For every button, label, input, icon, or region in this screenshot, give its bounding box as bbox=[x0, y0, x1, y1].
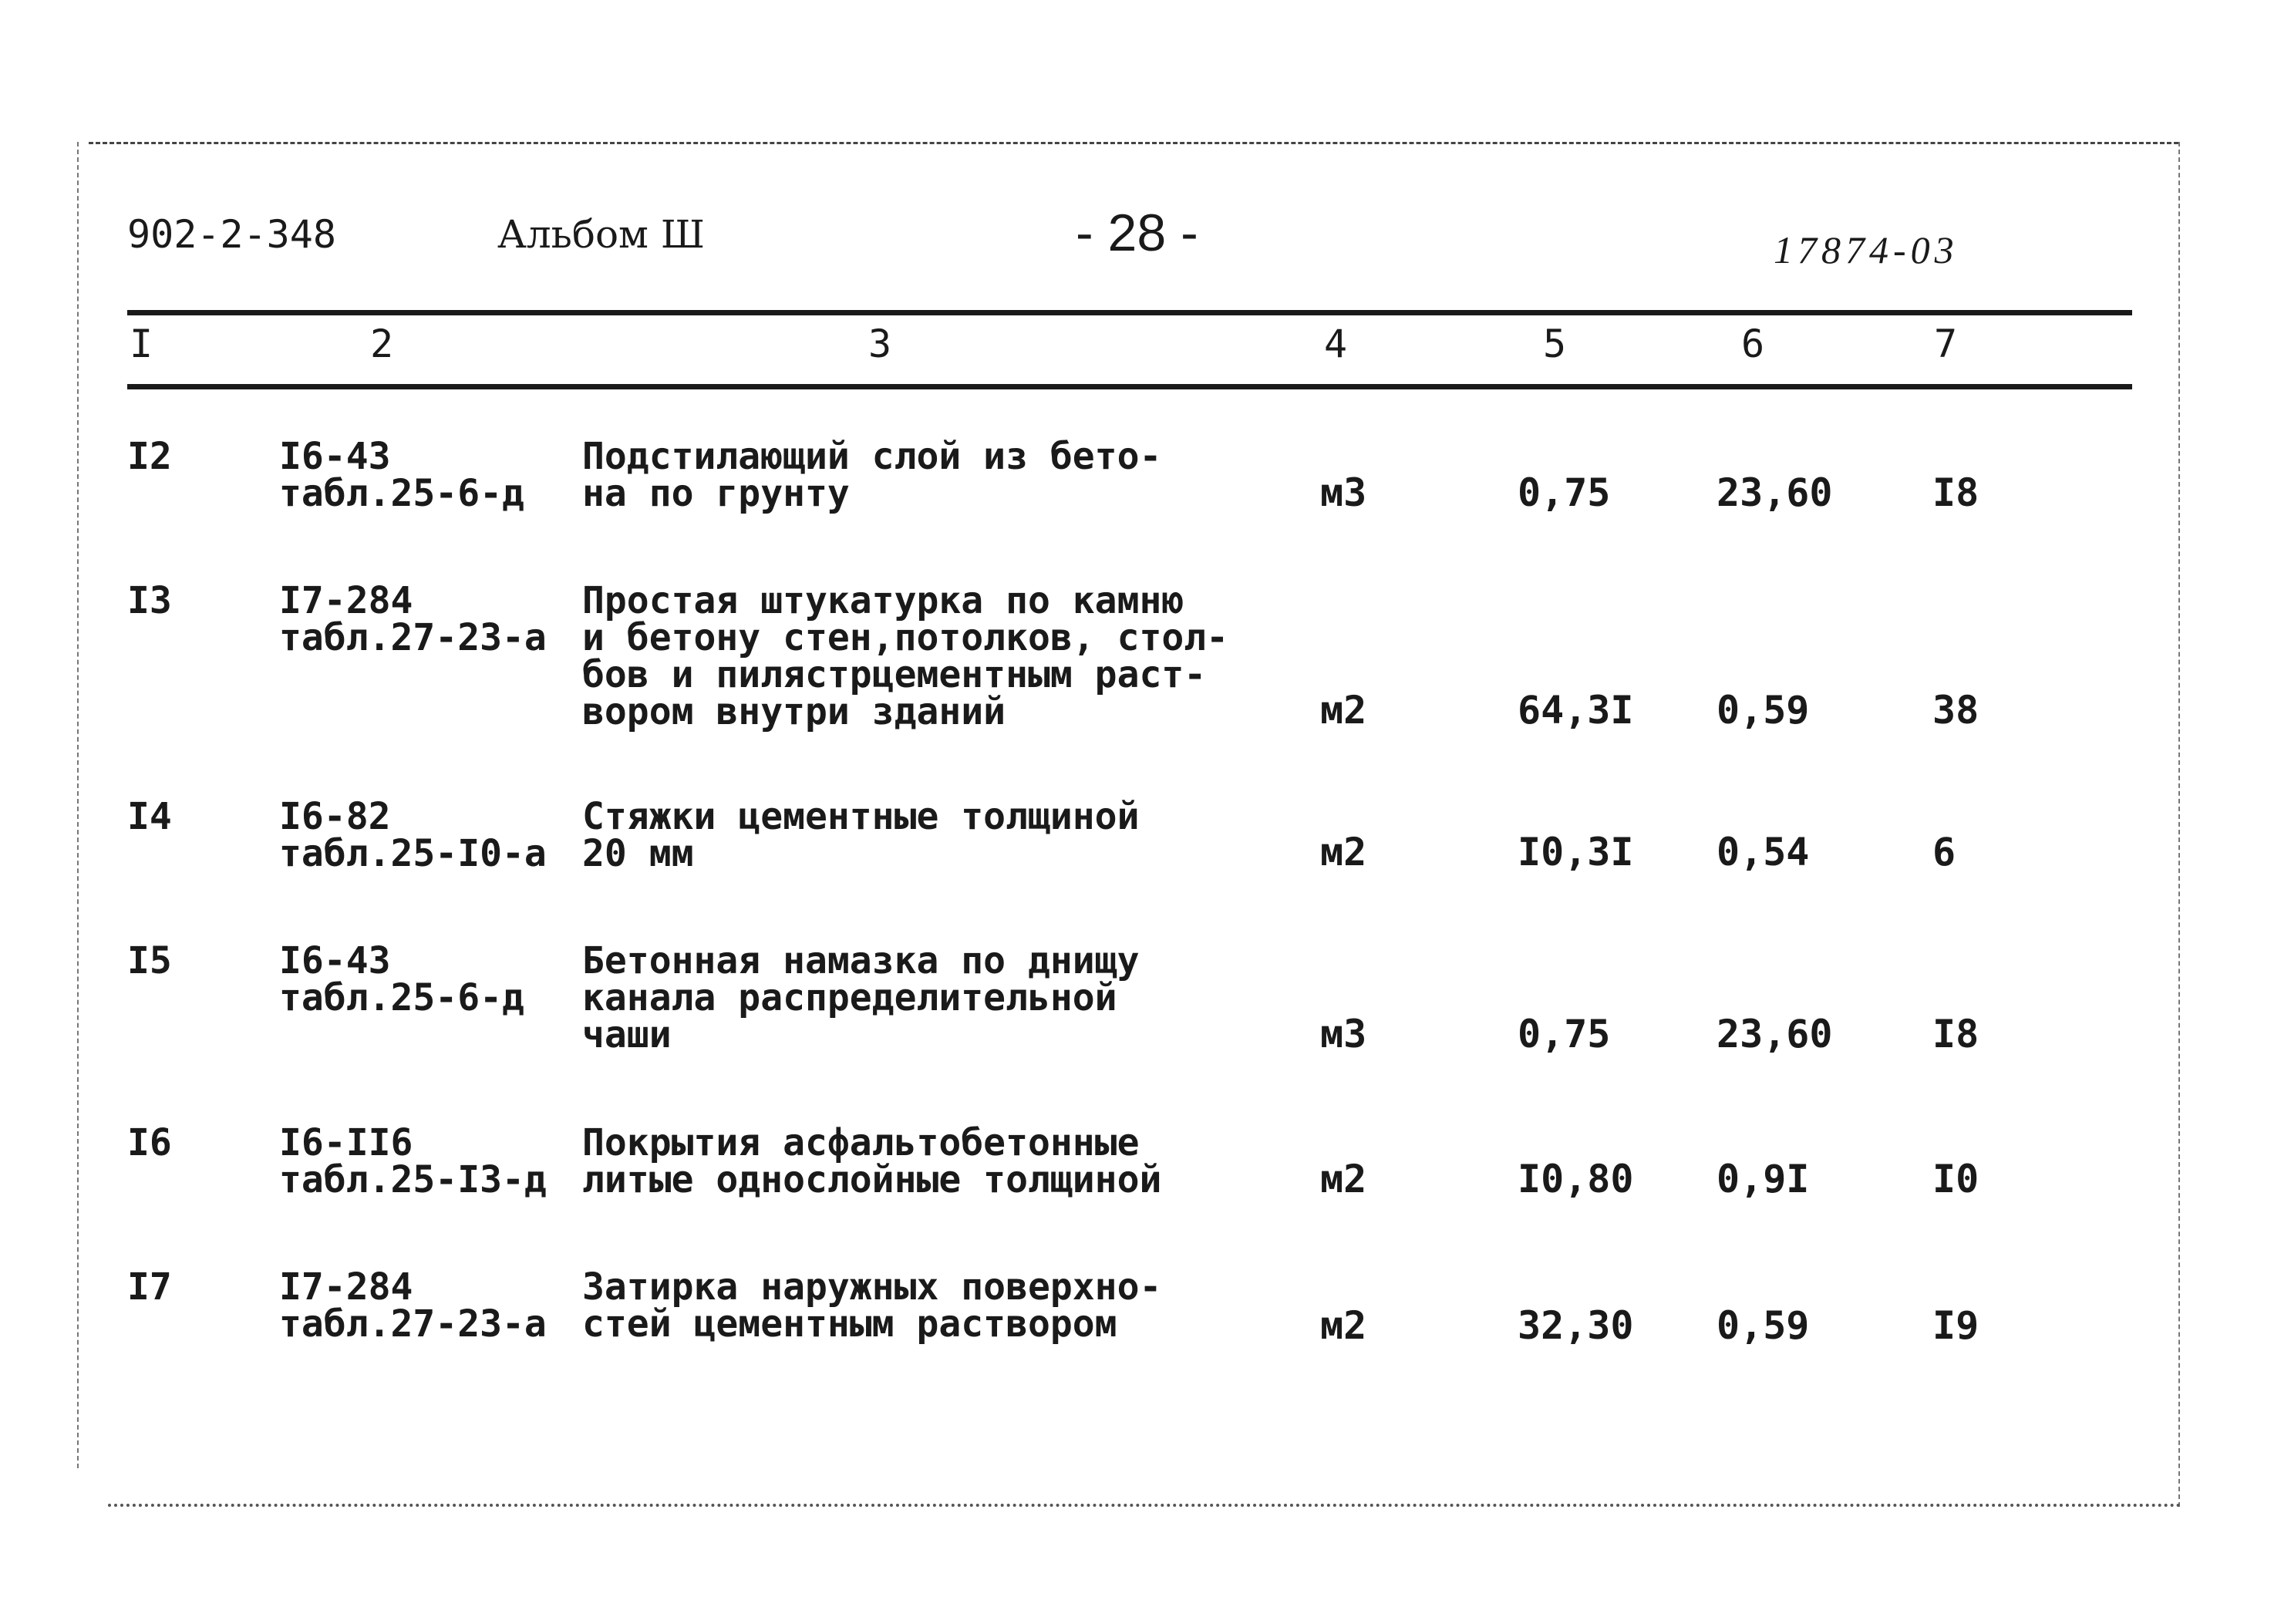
norm-code: I6-82 bbox=[279, 795, 391, 838]
work-description-line: вором внутри зданий bbox=[582, 690, 1006, 733]
unit-of-measure: м3 bbox=[1320, 470, 1367, 515]
norm-table-ref: табл.25-6-д bbox=[279, 472, 524, 515]
row-number: I7 bbox=[127, 1265, 172, 1309]
quantity: 64,3I bbox=[1518, 688, 1634, 733]
norm-code: I6-II6 bbox=[279, 1121, 413, 1164]
unit-price: 0,59 bbox=[1717, 1303, 1810, 1348]
row-number: I6 bbox=[127, 1121, 172, 1164]
total-cost: 6 bbox=[1932, 830, 1956, 874]
column-number-2: 2 bbox=[370, 322, 394, 366]
work-description-line: чаши bbox=[582, 1013, 672, 1056]
unit-price: 0,54 bbox=[1717, 830, 1810, 874]
unit-price: 0,9I bbox=[1717, 1157, 1810, 1201]
table-header-bottom-rule bbox=[127, 384, 2132, 389]
norm-table-ref: табл.27-23-а bbox=[279, 616, 547, 659]
document-code: 902-2-348 bbox=[127, 212, 336, 257]
frame-left-border bbox=[77, 142, 79, 1468]
total-cost: I9 bbox=[1932, 1303, 1979, 1348]
quantity: 0,75 bbox=[1518, 470, 1611, 515]
table-header-top-rule bbox=[127, 310, 2132, 315]
total-cost: I8 bbox=[1932, 1012, 1979, 1056]
unit-of-measure: м3 bbox=[1320, 1012, 1367, 1056]
work-description-line: 20 мм bbox=[582, 832, 694, 875]
column-number-3: 3 bbox=[868, 322, 892, 366]
quantity: 32,30 bbox=[1518, 1303, 1634, 1348]
unit-price: 23,60 bbox=[1717, 1012, 1833, 1056]
work-description-line: Покрытия асфальтобетонные bbox=[582, 1121, 1140, 1164]
row-number: I4 bbox=[127, 795, 172, 838]
unit-of-measure: м2 bbox=[1320, 688, 1367, 733]
quantity: I0,80 bbox=[1518, 1157, 1634, 1201]
column-number-5: 5 bbox=[1543, 322, 1567, 366]
norm-table-ref: табл.27-23-а bbox=[279, 1302, 547, 1346]
unit-of-measure: м2 bbox=[1320, 1303, 1367, 1348]
work-description-line: бов и пилястрцементным раст- bbox=[582, 653, 1207, 696]
frame-top-border bbox=[89, 142, 2178, 144]
norm-table-ref: табл.25-I3-д bbox=[279, 1158, 547, 1201]
work-description-line: Бетонная намазка по днищу bbox=[582, 939, 1140, 982]
norm-table-ref: табл.25-I0-а bbox=[279, 832, 547, 875]
work-description-line: Стяжки цементные толщиной bbox=[582, 795, 1140, 838]
total-cost: I8 bbox=[1932, 470, 1979, 515]
unit-price: 23,60 bbox=[1717, 470, 1833, 515]
norm-code: I7-284 bbox=[279, 1265, 413, 1309]
quantity: I0,3I bbox=[1518, 830, 1634, 874]
total-cost: I0 bbox=[1932, 1157, 1979, 1201]
unit-of-measure: м2 bbox=[1320, 1157, 1367, 1201]
unit-price: 0,59 bbox=[1717, 688, 1810, 733]
column-number-4: 4 bbox=[1324, 322, 1348, 366]
norm-code: I6-43 bbox=[279, 939, 391, 982]
row-number: I3 bbox=[127, 579, 172, 622]
work-description-line: канала распределительной bbox=[582, 976, 1117, 1019]
frame-right-border bbox=[2178, 142, 2180, 1507]
work-description-line: и бетону стен,потолков, стол- bbox=[582, 616, 1229, 659]
document-reference: 17874-03 bbox=[1774, 228, 1959, 271]
norm-code: I6-43 bbox=[279, 435, 391, 478]
unit-of-measure: м2 bbox=[1320, 830, 1367, 874]
frame-bottom-border bbox=[108, 1504, 2182, 1507]
row-number: I2 bbox=[127, 435, 172, 478]
column-number-1: I bbox=[130, 322, 153, 366]
row-number: I5 bbox=[127, 939, 172, 982]
work-description-line: Подстилающий слой из бето- bbox=[582, 435, 1162, 478]
album-label: Альбом Ш bbox=[497, 212, 705, 257]
work-description-line: стей цементным раствором bbox=[582, 1302, 1117, 1346]
work-description-line: на по грунту bbox=[582, 472, 850, 515]
work-description-line: Простая штукатурка по камню bbox=[582, 579, 1184, 622]
page-number: - 28 - bbox=[1076, 204, 1198, 262]
norm-code: I7-284 bbox=[279, 579, 413, 622]
norm-table-ref: табл.25-6-д bbox=[279, 976, 524, 1019]
column-number-6: 6 bbox=[1741, 322, 1765, 366]
total-cost: 38 bbox=[1932, 688, 1979, 733]
quantity: 0,75 bbox=[1518, 1012, 1611, 1056]
column-number-7: 7 bbox=[1934, 322, 1958, 366]
work-description-line: Затирка наружных поверхно- bbox=[582, 1265, 1162, 1309]
work-description-line: литые однослойные толщиной bbox=[582, 1158, 1162, 1201]
